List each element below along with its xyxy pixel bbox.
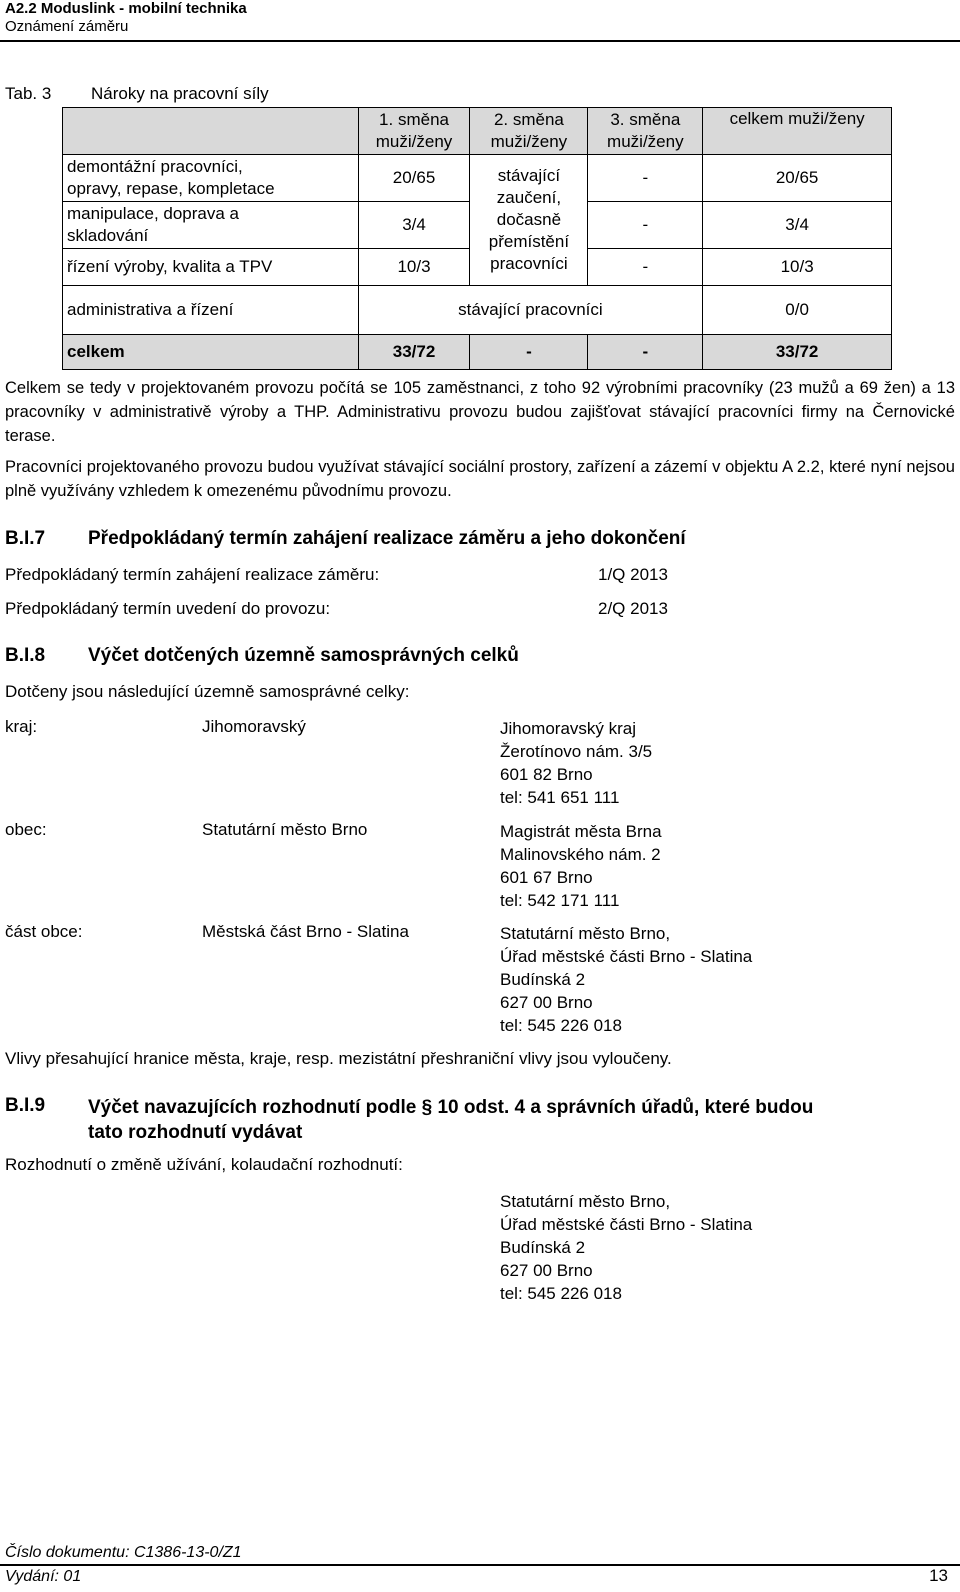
entry-name-cast-obce: Městská část Brno - Slatina bbox=[202, 922, 409, 941]
admin-total: 0/0 bbox=[703, 286, 892, 335]
footer-rule bbox=[0, 1564, 960, 1566]
entry-label-cast-obce: část obce: bbox=[5, 922, 83, 941]
section9-title: Výčet navazujících rozhodnutí podle § 10 odst. 4 a správních úřadů, které budou tato rozhodnutí vydávat bbox=[88, 1097, 814, 1143]
page-number: 13 bbox=[929, 1566, 948, 1585]
row-total: 10/3 bbox=[703, 249, 892, 286]
section9-address: Statutární město Brno, Úřad městské části Brno - Slatina Budínská 2 627 00 Brno tel: 545 226 018 bbox=[500, 1192, 753, 1303]
row-label: řízení výroby, kvalita a TPV bbox=[63, 249, 359, 286]
entry-name-kraj: Jihomoravský bbox=[202, 717, 306, 736]
entry-name-obec: Statutární město Brno bbox=[202, 820, 368, 839]
row-label: demontážní pracovníci, opravy, repase, kompletace bbox=[63, 155, 359, 202]
entry-address-obec: Magistrát města Brna Malinovského nám. 2 601 67 Brno tel: 542 171 111 bbox=[500, 822, 662, 910]
admin-merged: stávající pracovníci bbox=[358, 286, 703, 335]
paragraph-workforce: Celkem se tedy v projektovaném provozu počítá se 105 zaměstnanci, z toho 92 výrobními pracovníky (23 mužů a 69 žen) a 13 pracovníky v administrativě výroby a THP. Administrativu provozu budou zajišťovat stávající pracovníci firmy na Černovické terase. bbox=[5, 379, 955, 445]
row-shift1: 20/65 bbox=[358, 155, 470, 202]
header-shift2: 2. směna muži/ženy bbox=[470, 108, 588, 155]
total-shift1: 33/72 bbox=[358, 335, 470, 370]
total-shift2: - bbox=[470, 335, 588, 370]
table-header-row bbox=[63, 108, 892, 155]
row-total: 20/65 bbox=[703, 155, 892, 202]
row-shift3: - bbox=[588, 249, 703, 286]
entry-label-kraj: kraj: bbox=[5, 717, 38, 736]
table-label: Tab. 3 bbox=[5, 84, 52, 103]
entry-address-kraj: Jihomoravský kraj Žerotínovo nám. 3/5 601 82 Brno tel: 541 651 111 bbox=[500, 719, 653, 807]
total-total: 33/72 bbox=[703, 335, 892, 370]
footer-issue: Vydání: 01 bbox=[5, 1568, 82, 1585]
row-total: 3/4 bbox=[703, 202, 892, 249]
doc-header-subtitle: Oznámení záměru bbox=[5, 18, 129, 35]
section7-number: B.I.7 bbox=[5, 528, 46, 549]
table-title: Nároky na pracovní síly bbox=[91, 84, 269, 103]
row-shift1: 10/3 bbox=[358, 249, 470, 286]
section7-start-value: 1/Q 2013 bbox=[598, 565, 668, 584]
header-shift1: 1. směna muži/ženy bbox=[358, 108, 470, 155]
workforce-table bbox=[62, 107, 892, 370]
row-shift1: 3/4 bbox=[358, 202, 470, 249]
paragraph-facilities: Pracovníci projektovaného provozu budou využívat stávající sociální prostory, zařízení a zázemí v objektu A 2.2, které nyní nejsou plně využívány vzhledem k omezenému původnímu provozu. bbox=[5, 458, 955, 500]
section8-number: B.I.8 bbox=[5, 645, 46, 666]
header-rule bbox=[0, 40, 960, 42]
section7-title: Předpokládaný termín zahájení realizace záměru a jeho dokončení bbox=[88, 528, 686, 549]
row-shift3: - bbox=[588, 202, 703, 249]
row-shift3: - bbox=[588, 155, 703, 202]
table-row-admin bbox=[63, 286, 892, 335]
section7-operation-label: Předpokládaný termín uvedení do provozu: bbox=[5, 599, 331, 618]
table-row-total bbox=[63, 335, 892, 370]
doc-header-title: A2.2 Moduslink - mobilní technika bbox=[5, 0, 247, 17]
section7-operation-value: 2/Q 2013 bbox=[598, 599, 668, 618]
admin-label: administrativa a řízení bbox=[63, 286, 359, 335]
section8-intro: Dotčeny jsou následující územně samosprávné celky: bbox=[5, 682, 410, 701]
footer-document-number: Číslo dokumentu: C1386-13-0/Z1 bbox=[5, 1544, 242, 1561]
header-empty-cell bbox=[63, 108, 359, 155]
section8-note: Vlivy přesahující hranice města, kraje, resp. mezistátní přeshraniční vlivy jsou vyloučeny. bbox=[5, 1049, 672, 1068]
section9-intro: Rozhodnutí o změně užívání, kolaudační rozhodnutí: bbox=[5, 1155, 403, 1174]
header-total: celkem muži/ženy bbox=[703, 108, 892, 155]
section7-start-label: Předpokládaný termín zahájení realizace záměru: bbox=[5, 565, 380, 584]
entry-label-obec: obec: bbox=[5, 820, 47, 839]
total-label: celkem bbox=[63, 335, 359, 370]
section9-number: B.I.9 bbox=[5, 1095, 46, 1116]
section8-title: Výčet dotčených územně samosprávných celků bbox=[88, 645, 519, 666]
merged-shift2-cell: stávající zaučení, dočasně přemístění pracovníci bbox=[470, 155, 588, 286]
table-row bbox=[63, 155, 892, 202]
row-label: manipulace, doprava a skladování bbox=[63, 202, 359, 249]
header-shift3: 3. směna muži/ženy bbox=[588, 108, 703, 155]
entry-address-cast-obce: Statutární město Brno, Úřad městské části Brno - Slatina Budínská 2 627 00 Brno tel: 545 226 018 bbox=[500, 924, 753, 1035]
total-shift3: - bbox=[588, 335, 703, 370]
